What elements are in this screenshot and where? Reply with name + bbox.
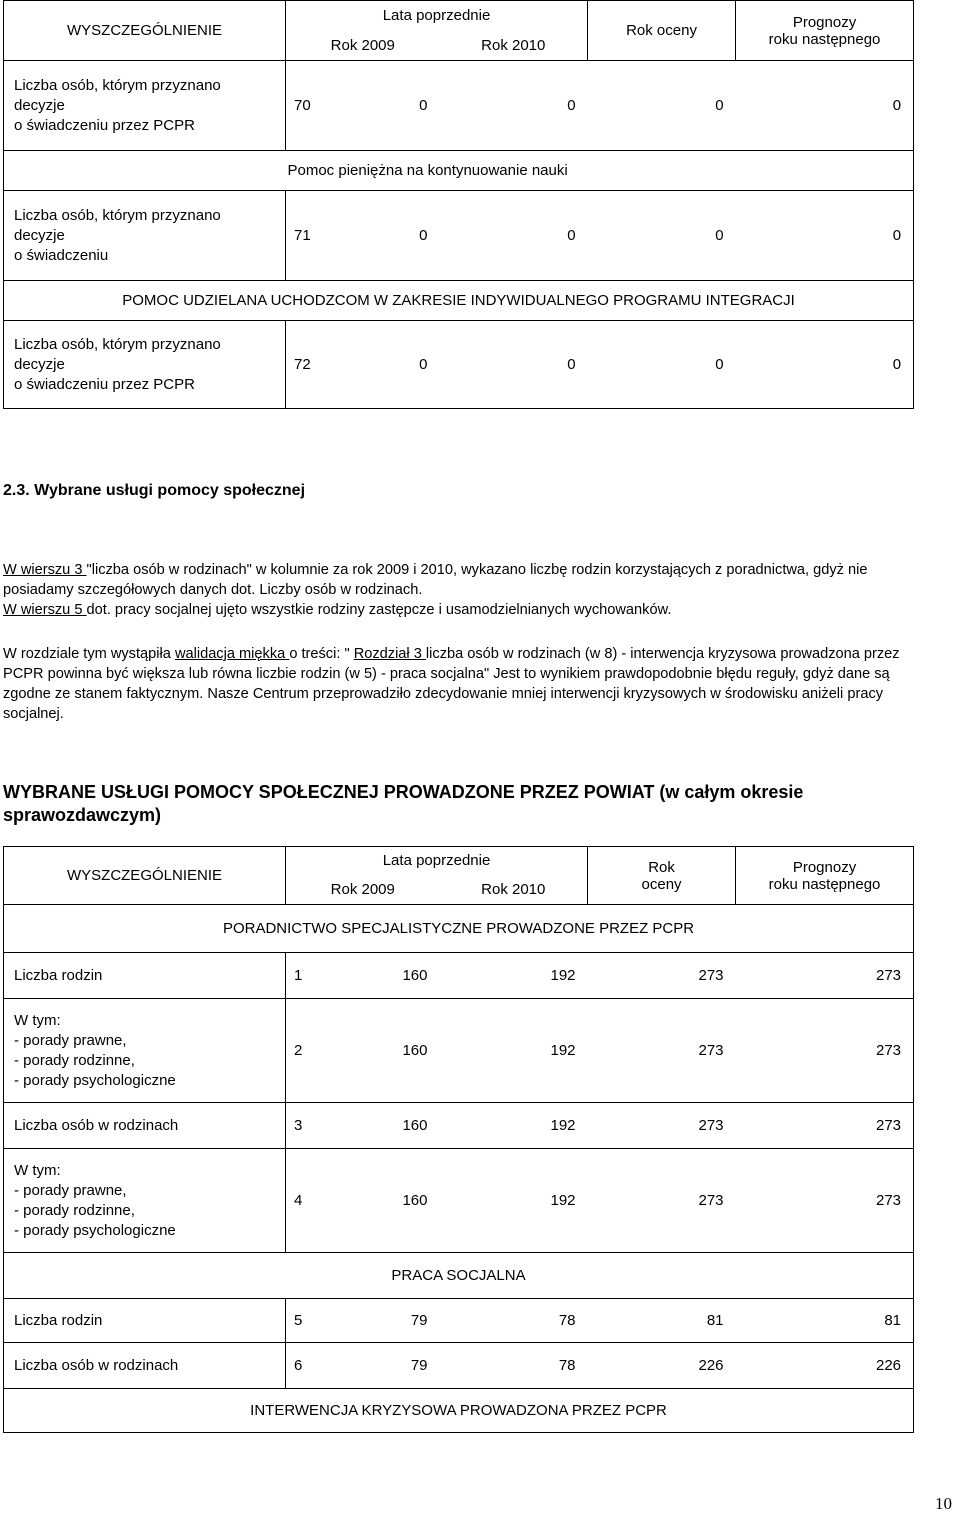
value-2010: 0 xyxy=(440,61,588,151)
value-rok-oceny: 81 xyxy=(588,1299,736,1343)
header-lata-poprzednie: Lata poprzednie xyxy=(286,1,588,31)
row-label-line: decyzje xyxy=(14,226,65,244)
row-label-line: o świadczeniu przez PCPR xyxy=(14,116,195,134)
header-rok-line2: oceny xyxy=(641,875,682,893)
value-2009: 160 xyxy=(326,1149,440,1253)
row-label-line: Liczba osób, którym przyznano xyxy=(14,76,221,94)
value-2009: 160 xyxy=(326,953,440,999)
section-title-praca: PRACA SOCJALNA xyxy=(4,1253,914,1299)
value-prognozy: 273 xyxy=(736,1103,914,1149)
value-prognozy: 0 xyxy=(736,61,914,151)
value-2010: 0 xyxy=(440,321,588,409)
row-label-line: - porady prawne, xyxy=(14,1181,127,1199)
table-row xyxy=(4,999,914,1103)
underlined-ref: W wierszu 3 xyxy=(3,562,87,578)
value-2009: 0 xyxy=(326,321,440,409)
paragraph-text: "liczba osób w rodzinach" w kolumnie za rok 2009 i 2010, wykazano liczbę rodzin korzystających z poradnictwa, gdyż nie posiadamy szczegółowych danych dot. Liczby osób w rodzinach. xyxy=(3,562,868,598)
underlined-ref: W wierszu 5 xyxy=(3,602,87,618)
row-label: Liczba rodzin xyxy=(4,1299,286,1343)
value-rok-oceny: 226 xyxy=(588,1343,736,1389)
table-row xyxy=(4,191,914,281)
row-label-line: - porady psychologiczne xyxy=(14,1221,176,1239)
row-label: Liczba osób w rodzinach xyxy=(4,1343,286,1389)
underlined-ref: Rozdział 3 xyxy=(353,646,426,662)
value-2010: 78 xyxy=(440,1299,588,1343)
row-label: Liczba rodzin xyxy=(4,953,286,999)
value-prognozy: 273 xyxy=(736,999,914,1103)
header-rok-2010: Rok 2010 xyxy=(440,31,588,61)
row-label-line: W tym: xyxy=(14,1011,61,1029)
page-number: 10 xyxy=(935,1494,952,1513)
row-index: 6 xyxy=(286,1343,326,1389)
header-prognozy-line2: roku następnego xyxy=(768,30,881,48)
value-prognozy: 0 xyxy=(736,191,914,281)
header-prognozy xyxy=(736,1,914,61)
header-prognozy xyxy=(736,847,914,905)
value-prognozy: 273 xyxy=(736,1149,914,1253)
row-label xyxy=(4,191,286,281)
row-label xyxy=(4,321,286,409)
row-index: 3 xyxy=(286,1103,326,1149)
value-2009: 79 xyxy=(326,1343,440,1389)
validation-paragraph xyxy=(3,644,933,724)
value-2010: 78 xyxy=(440,1343,588,1389)
section-title-nauka: Pomoc pieniężna na kontynuowanie nauki xyxy=(286,151,914,191)
table-row xyxy=(4,61,914,151)
value-prognozy: 81 xyxy=(736,1299,914,1343)
value-rok-oceny: 0 xyxy=(588,61,736,151)
section-title-interwencja: INTERWENCJA KRYZYSOWA PROWADZONA PRZEZ PCPR xyxy=(4,1389,914,1433)
underlined-ref: walidacja miękka xyxy=(174,646,290,662)
row-label-line: o świadczeniu xyxy=(14,246,109,264)
services-heading: WYBRANE USŁUGI POMOCY SPOŁECZNEJ PROWADZONE PRZEZ POWIAT (w całym okresie sprawozdawczym) xyxy=(3,782,804,825)
value-rok-oceny: 273 xyxy=(588,1149,736,1253)
table-row xyxy=(4,1299,914,1343)
paragraph-text: W rozdziale tym wystąpiła xyxy=(3,646,175,662)
row-index: 1 xyxy=(286,953,326,999)
header-wyszczegolnienie: WYSZCZEGÓLNIENIE xyxy=(4,1,286,61)
section-title-poradnictwo: PORADNICTWO SPECJALISTYCZNE PROWADZONE PRZEZ PCPR xyxy=(4,905,914,953)
explanation-paragraph xyxy=(3,560,933,620)
row-label-line: - porady rodzinne, xyxy=(14,1051,135,1069)
section-title-integracja: POMOC UDZIELANA UCHODZCOM W ZAKRESIE INDYWIDUALNEGO PROGRAMU INTEGRACJI xyxy=(4,281,914,321)
row-index: 5 xyxy=(286,1299,326,1343)
row-index: 2 xyxy=(286,999,326,1103)
value-2009: 0 xyxy=(326,191,440,281)
value-2010: 0 xyxy=(440,191,588,281)
row-label-line: - porady prawne, xyxy=(14,1031,127,1049)
value-rok-oceny: 273 xyxy=(588,1103,736,1149)
value-rok-oceny: 273 xyxy=(588,953,736,999)
header-wyszczegolnienie: WYSZCZEGÓLNIENIE xyxy=(4,847,286,905)
value-2010: 192 xyxy=(440,1103,588,1149)
table-row xyxy=(4,1343,914,1389)
paragraph-text: o treści: " xyxy=(289,646,354,662)
row-label-line: Liczba osób, którym przyznano xyxy=(14,335,221,353)
row-index: 72 xyxy=(286,321,326,409)
header-rok-oceny xyxy=(588,847,736,905)
header-rok-2009: Rok 2009 xyxy=(286,31,440,61)
row-label-line: decyzje xyxy=(14,355,65,373)
table-row xyxy=(4,1103,914,1149)
row-index: 71 xyxy=(286,191,326,281)
header-rok-2009: Rok 2009 xyxy=(286,875,440,905)
header-rok-2010: Rok 2010 xyxy=(440,875,588,905)
row-label-line: Liczba osób, którym przyznano xyxy=(14,206,221,224)
row-index: 4 xyxy=(286,1149,326,1253)
services-table-continued xyxy=(3,0,914,409)
header-prognozy-line1: Prognozy xyxy=(792,858,857,876)
value-rok-oceny: 0 xyxy=(588,191,736,281)
row-label-line: W tym: xyxy=(14,1161,61,1179)
row-label xyxy=(4,999,286,1103)
services-table xyxy=(3,846,914,1433)
table-row xyxy=(4,953,914,999)
value-prognozy: 273 xyxy=(736,953,914,999)
header-prognozy-line2: roku następnego xyxy=(768,875,881,893)
header-prognozy-line1: Prognozy xyxy=(792,13,857,31)
row-label: Liczba osób w rodzinach xyxy=(4,1103,286,1149)
row-index: 70 xyxy=(286,61,326,151)
value-2009: 160 xyxy=(326,999,440,1103)
value-rok-oceny: 273 xyxy=(588,999,736,1103)
row-label-line: decyzje xyxy=(14,96,65,114)
header-rok-oceny: Rok oceny xyxy=(588,1,736,61)
header-rok-line1: Rok xyxy=(648,858,675,876)
value-prognozy: 0 xyxy=(736,321,914,409)
value-2010: 192 xyxy=(440,953,588,999)
value-rok-oceny: 0 xyxy=(588,321,736,409)
row-label xyxy=(4,1149,286,1253)
paragraph-text: dot. pracy socjalnej ujęto wszystkie rodziny zastępcze i usamodzielnianych wychowanków. xyxy=(86,602,672,618)
row-label-line: - porady psychologiczne xyxy=(14,1071,176,1089)
row-label-line: o świadczeniu przez PCPR xyxy=(14,375,195,393)
value-2009: 160 xyxy=(326,1103,440,1149)
section-spacer xyxy=(4,151,286,191)
row-label-line: - porady rodzinne, xyxy=(14,1201,135,1219)
value-prognozy: 226 xyxy=(736,1343,914,1389)
header-lata-poprzednie: Lata poprzednie xyxy=(286,847,588,875)
row-label xyxy=(4,61,286,151)
value-2010: 192 xyxy=(440,999,588,1103)
value-2009: 0 xyxy=(326,61,440,151)
table-row xyxy=(4,1149,914,1253)
section-title: 2.3. Wybrane usługi pomocy społecznej xyxy=(3,482,306,499)
table-row xyxy=(4,321,914,409)
value-2009: 79 xyxy=(326,1299,440,1343)
paragraph-text: liczba osób w rodzinach (w 8) - interwencja kryzysowa prowadzona przez PCPR powinna być większa lub równa liczbie rodzin (w 5) - praca socjalna" Jest to wynikiem prawdopodobnie błędu reguły, gdyż dane są zgodne ze stanem faktycznym. Nasze Centrum przeprowadziło zdecydowanie mniej interwencji kryzysowych w środowisku aniżeli pracy socjalnej. xyxy=(3,646,900,722)
value-2010: 192 xyxy=(440,1149,588,1253)
